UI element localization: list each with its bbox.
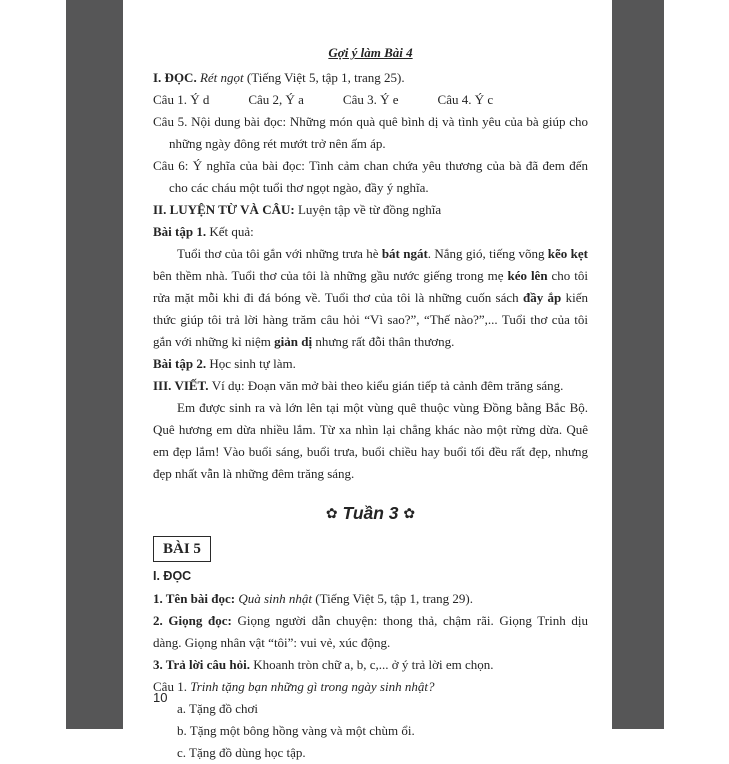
text-segment: Gợi ý làm Bài 4	[328, 45, 413, 60]
writing-paragraph	[153, 397, 588, 485]
text-segment: Tuổi thơ của tôi gắn với những trưa hè	[177, 246, 382, 261]
text-segment: . Nắng gió, tiếng võng	[427, 246, 548, 261]
guide-title	[153, 42, 588, 64]
text-segment: 2. Giọng đọc:	[153, 613, 238, 628]
text-segment: bát ngát	[381, 246, 428, 261]
text-segment: kẽo kẹt	[547, 246, 588, 261]
reading-voice-line	[153, 610, 588, 654]
text-segment: bên thềm nhà. Tuổi thơ của tôi là những gầu nước giếng trong mẹ	[153, 268, 508, 283]
book-edge-left	[66, 0, 123, 729]
text-segment: Câu 5. Nội dung bài đọc: Những món quà quê bình dị và tình yêu của bà giúp cho những ngày đông rét mướt trở nên ấm áp.	[153, 114, 588, 151]
book-edge-right	[612, 0, 664, 729]
question-1-line	[153, 676, 588, 698]
text-segment: Câu 6: Ý nghĩa của bài đọc: Tình cảm chan chứa yêu thương của bà đã đem đến cho các cháu một tuổi thơ ngọt ngào, đầy ý nghĩa.	[153, 158, 588, 195]
text-segment: đầy ắp	[522, 290, 562, 305]
text-segment: Bài tập 2.	[153, 356, 210, 371]
text-segment: kiến thức giúp tôi trả lời hàng trăm câu hỏi “Vì sao?”, “Thế nào?”,... Tuổi thơ của tôi gắn với những kỉ niệm	[153, 290, 588, 349]
text-segment: cho tôi rửa mặt mỗi khi đi đá bóng về. Tuổi thơ của tôi là những cuốn sách	[153, 268, 588, 305]
reading-section-heading	[153, 566, 588, 586]
reading-title-line	[153, 588, 588, 610]
week-header	[153, 501, 588, 526]
text-segment: 3. Trả lời câu hỏi.	[153, 657, 254, 672]
option-c	[153, 742, 588, 764]
text-segment: b. Tặng một bông hồng vàng và một chùm ổi.	[177, 723, 415, 738]
exercise-2-label	[153, 353, 588, 375]
text-segment: Em được sinh ra và lớn lên tại một vùng quê thuộc vùng Đồng bằng Bắc Bộ. Quê hương em dừa nhiều lắm. Từ xa nhìn lại chẳng khác nào một rừng dừa. Quê em đẹp lắm! Vào buổi sáng, buổi trưa, buổi chiều hay buổi tối đều rất đẹp, nhưng đẹp nhất vẫn là những đêm trăng sáng.	[153, 400, 588, 481]
text-segment: III. VIẾT.	[153, 378, 212, 393]
text-segment: Kết quả:	[209, 224, 254, 239]
text-segment: Luyện tập về từ đồng nghĩa	[297, 202, 442, 217]
reading-heading-line	[153, 67, 588, 89]
question-5	[153, 111, 588, 155]
text-segment: I. ĐỌC	[153, 569, 192, 583]
text-segment: Khoanh tròn chữ a, b, c,... ở ý trả lời em chọn.	[253, 657, 494, 672]
text-segment: kéo lên	[507, 268, 548, 283]
text-segment: Quà sinh nhật	[238, 591, 313, 606]
exercise-1-label	[153, 221, 588, 243]
question-instruction-line	[153, 654, 588, 676]
text-segment: Câu 1.	[153, 679, 191, 694]
flower-icon: ✿	[403, 505, 416, 521]
text-segment: Câu 1. Ý d Câu 2, Ý a Câu 3. Ý e Câu 4. Ý c	[153, 92, 494, 107]
exercise-1-paragraph	[153, 243, 588, 353]
text-segment: nhưng rất đỗi thân thương.	[312, 334, 455, 349]
flower-icon: ✿	[325, 505, 338, 521]
text-segment: Trinh tặng bạn những gì trong ngày sinh nhật?	[190, 679, 435, 694]
text-segment: I. ĐỌC.	[153, 70, 200, 85]
lesson-badge	[153, 536, 588, 562]
text-segment: Học sinh tự làm.	[209, 356, 296, 371]
text-segment: c. Tặng đồ dùng học tập.	[177, 745, 306, 760]
text-segment: giản dị	[274, 334, 313, 349]
text-segment: 1. Tên bài đọc:	[153, 591, 239, 606]
page-content	[153, 42, 588, 764]
text-segment: (Tiếng Việt 5, tập 1, trang 29).	[312, 591, 474, 606]
book-page	[123, 0, 612, 760]
text-segment: Bài tập 1.	[153, 224, 210, 239]
lesson-badge-box	[153, 536, 211, 562]
page-number: 10	[153, 690, 168, 705]
text-segment: Rét ngọt	[199, 70, 244, 85]
text-segment: II. LUYỆN TỪ VÀ CÂU:	[153, 202, 298, 217]
luyen-tu-va-cau-heading	[153, 199, 588, 221]
writing-heading-line	[153, 375, 588, 397]
option-a	[153, 698, 588, 720]
text-segment: a. Tặng đồ chơi	[177, 701, 259, 716]
text-segment: Giọng người dẫn chuyện: thong thả, chậm rãi. Giọng Trinh dịu dàng. Giọng nhân vật “tôi”: vui vẻ, xúc động.	[153, 613, 588, 650]
text-segment: (Tiếng Việt 5, tập 1, trang 25).	[243, 70, 405, 85]
question-6	[153, 155, 588, 199]
week-title: Tuần 3	[337, 503, 404, 523]
option-b	[153, 720, 588, 742]
text-segment: BÀI 5	[163, 541, 201, 557]
answers-row	[153, 89, 588, 111]
text-segment: Ví dụ: Đoạn văn mở bài theo kiểu gián tiếp tả cảnh đêm trăng sáng.	[211, 378, 564, 393]
